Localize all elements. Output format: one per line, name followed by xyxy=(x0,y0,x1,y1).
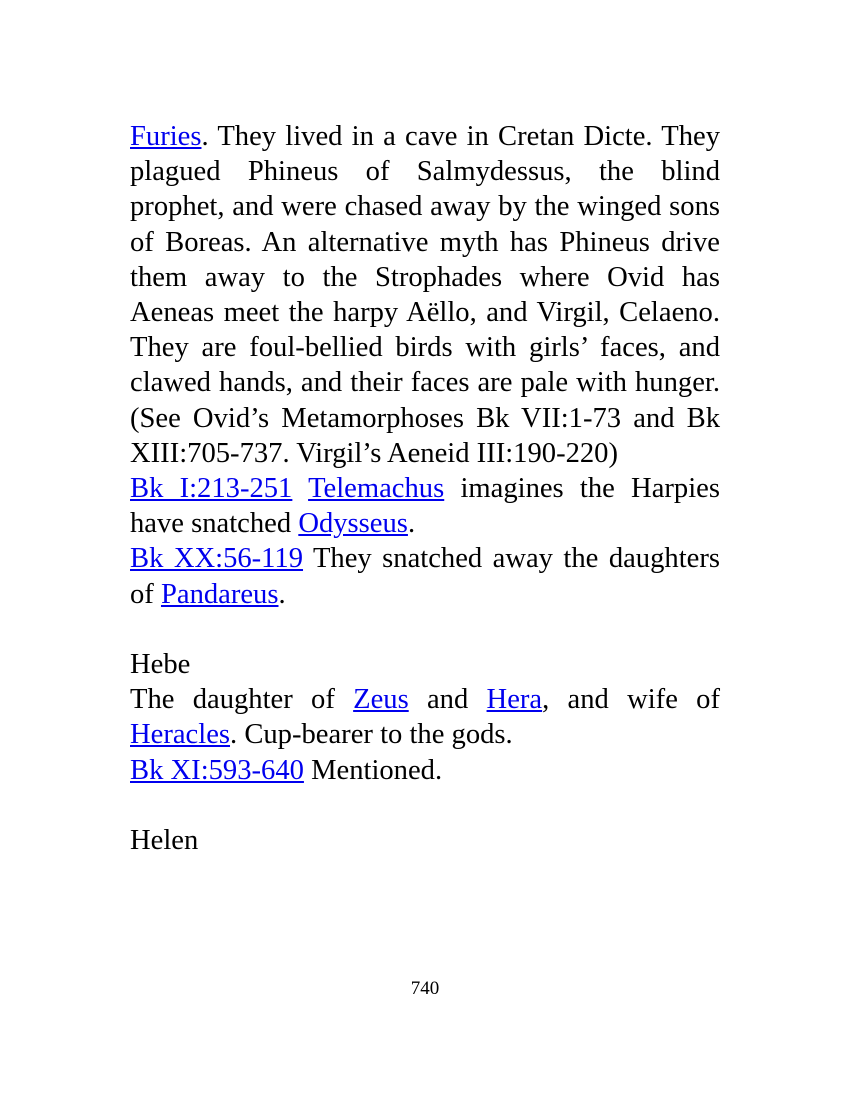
harpies-ref-bk1 xyxy=(130,471,720,541)
link-pandareus[interactable]: Pandareus xyxy=(160,578,279,610)
page-number: 740 xyxy=(410,978,440,999)
ref-text: They snatched away the daughters of xyxy=(130,543,720,610)
entry-heading-hebe: Hebe xyxy=(130,649,191,681)
hebe-ref-bk11 xyxy=(130,753,720,788)
link-bk-i-213-251[interactable]: Bk I:213-251 xyxy=(130,473,293,505)
harpies-description-text: . They lived in a cave in Cretan Dicte. They plagued Phineus of Salmydessus, the blind prophet, and were chased away by the winged sons of Boreas. An alternative myth has Phineus drive them away to the Strophades where Ovid has Aeneas meet the harpy Aëllo, and Virgil, Celaeno. They are foul-bellied birds with girls’ faces, and clawed hands, and their faces are pale with hunger. (See Ovid’s Metamorphoses Bk VII:1-73 and Bk XIII:705-737. Virgil’s Aeneid III:190-220) xyxy=(130,121,720,469)
link-bk-xi-593-640[interactable]: Bk XI:593-640 xyxy=(130,754,304,786)
link-bk-xx-56-119[interactable]: Bk XX:56-119 xyxy=(130,543,304,575)
link-telemachus[interactable]: Telemachus xyxy=(308,473,445,505)
entry-heading-helen: Helen xyxy=(130,825,199,857)
page-body xyxy=(130,119,720,858)
link-zeus[interactable]: Zeus xyxy=(353,684,409,716)
hebe-text: and xyxy=(408,684,487,716)
hebe-text: , and wife of xyxy=(542,684,720,716)
blank-line xyxy=(130,788,720,823)
link-furies[interactable]: Furies xyxy=(130,121,202,152)
ref-end: . xyxy=(407,508,416,540)
hebe-text: . Cup-bearer to the gods. xyxy=(230,719,513,751)
ref-end: . xyxy=(278,578,286,610)
ref-text: imagines the Harpies have snatched xyxy=(130,473,720,540)
blank-line xyxy=(130,612,720,647)
link-heracles[interactable]: Heracles xyxy=(130,719,231,751)
link-hera[interactable]: Hera xyxy=(486,684,543,716)
harpies-ref-bk20 xyxy=(130,541,720,611)
ref-space xyxy=(292,473,308,504)
harpies-description xyxy=(130,119,720,471)
link-odysseus[interactable]: Odysseus xyxy=(298,508,408,540)
hebe-description xyxy=(130,682,720,752)
hebe-text: The daughter of xyxy=(130,684,354,716)
ref-text: Mentioned. xyxy=(303,754,443,786)
